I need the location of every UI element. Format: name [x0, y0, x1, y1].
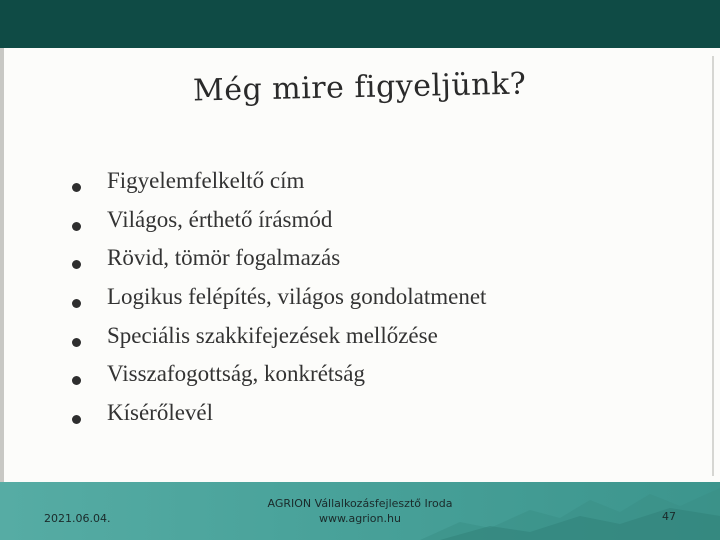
bullet-text: Figyelemfelkeltő cím [107, 168, 305, 193]
top-bar [0, 0, 720, 48]
bullet-dot-icon [72, 222, 81, 231]
bullet-dot-icon [72, 415, 81, 424]
bullet-dot-icon [72, 260, 81, 269]
bullet-dot-icon [72, 376, 81, 385]
footer-date: 2021.06.04. [44, 512, 111, 525]
bullet-item [0, 245, 720, 284]
bullet-text: Logikus felépítés, világos gondolatmenet [107, 284, 487, 310]
bullet-item [0, 400, 720, 439]
page-number: 47 [662, 510, 676, 523]
footer-center-text [240, 496, 480, 526]
bullet-list [0, 168, 720, 439]
slide-title-text: Még mire figyeljünk? [193, 66, 527, 109]
bullet-item [0, 284, 720, 323]
bullet-dot-icon [72, 299, 81, 308]
bullet-text: Visszafogottság, konkrétság [107, 361, 365, 387]
bullet-dot-icon [72, 338, 81, 347]
bullet-item [0, 207, 720, 246]
footer-band [0, 482, 720, 540]
bullet-item [0, 168, 720, 207]
bullet-dot-icon [72, 183, 81, 192]
slide-title [0, 66, 720, 109]
bullet-item [0, 361, 720, 400]
bullet-item [0, 323, 720, 362]
bullet-text: Kísérőlevél [107, 400, 214, 426]
bullet-text: Rövid, tömör fogalmazás [107, 245, 341, 271]
footer-company: AGRION Vállalkozásfejlesztő Iroda [267, 497, 453, 510]
bullet-text: Világos, érthető írásmód [107, 206, 333, 232]
footer-website[interactable]: www.agrion.hu [319, 512, 401, 525]
bullet-text: Speciális szakkifejezések mellőzése [107, 322, 438, 348]
